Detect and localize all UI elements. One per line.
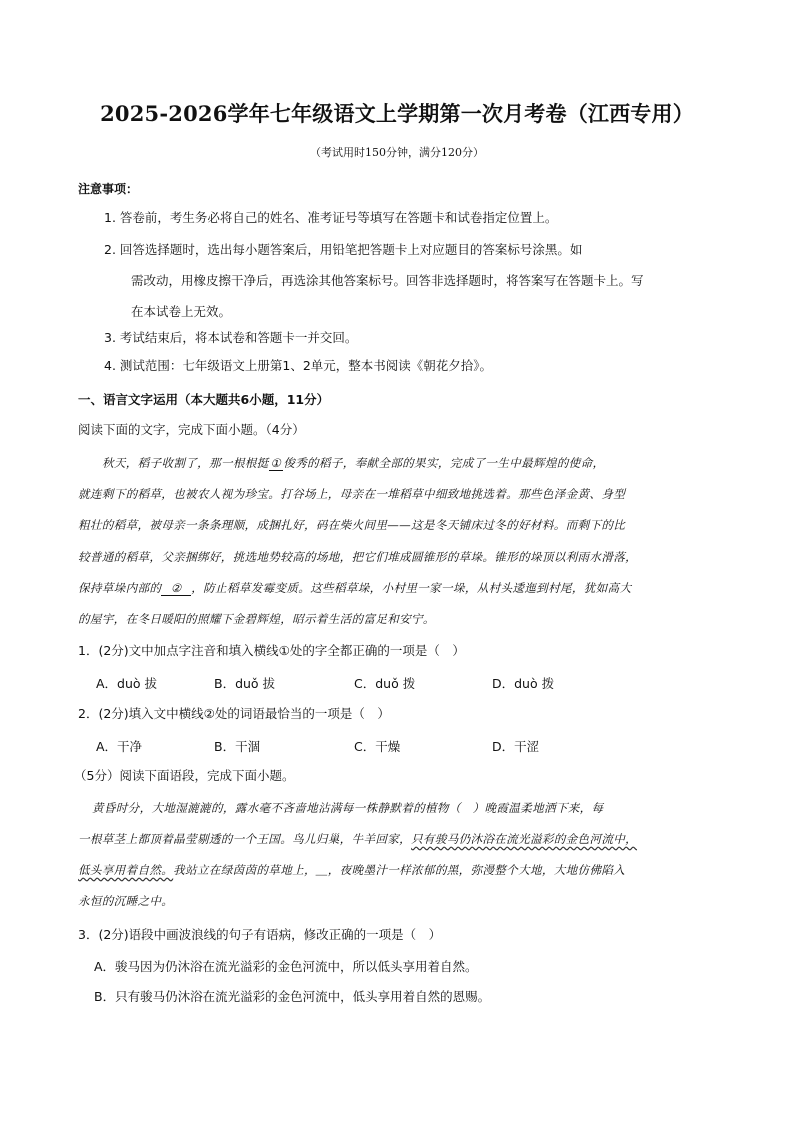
passage1-line-1 bbox=[102, 455, 604, 471]
section-heading: 一、语言文字运用（本大题共6小题，11分） bbox=[78, 392, 330, 407]
wavy-underlined-sentence-end: 低头享用着自然。 bbox=[78, 863, 174, 877]
question-2-option-d[interactable]: D．干涩 bbox=[492, 739, 540, 754]
passage1-line-2: 就连剩下的稻草，也被农人视为珍宝。打谷场上，母亲在一堆稻草中细致地挑选着。那些色泽金黄、身型 bbox=[78, 487, 626, 501]
passage2-line-3 bbox=[78, 862, 625, 878]
blank-2: ② bbox=[161, 581, 191, 596]
passage2-line-1: 黄昏时分，大地湿漉漉的，露水毫不吝啬地沾满每一株静默着的植物（ ）晚霞温柔地洒下来，每 bbox=[92, 801, 604, 815]
question-2-stem: 2．(2分)填入文中横线②处的词语最恰当的一项是（ ） bbox=[78, 706, 390, 721]
passage2-text: 我站立在绿茵茵的草地上，＿，夜晚墨汁一样浓郁的黑，弥漫整个大地，大地仿佛陷入 bbox=[173, 863, 626, 877]
notice-item-3: 3. 考试结束后，将本试卷和答题卡一并交回。 bbox=[104, 330, 358, 345]
question-2-option-c[interactable]: C．干燥 bbox=[354, 739, 401, 754]
notice-heading: 注意事项： bbox=[78, 182, 139, 196]
exam-subtitle: （考试用时150分钟，满分120分） bbox=[310, 146, 484, 159]
passage2-text: 一根草茎上都顶着晶莹剔透的一个王国。鸟儿归巢，牛羊回家， bbox=[78, 832, 412, 846]
question-1-option-c[interactable]: C．duǒ 拨 bbox=[354, 676, 416, 691]
notice-item-2: 2. 回答选择题时，选出每小题答案后，用铅笔把答题卡上对应题目的答案标号涂黑。如 bbox=[104, 242, 583, 257]
passage1-line-3: 粗壮的稻草，被母亲一条条理顺，成捆扎好，码在柴火间里——这是冬天铺床过冬的好材料。而剩下的比 bbox=[78, 518, 626, 532]
notice-item-1: 1. 答卷前，考生务必将自己的姓名、准考证号等填写在答题卡和试卷指定位置上。 bbox=[104, 210, 558, 225]
wavy-underlined-sentence: 只有骏马仍沐浴在流光溢彩的金色河流中， bbox=[411, 832, 638, 846]
question-3-stem: 3．(2分)语段中画波浪线的句子有语病，修改正确的一项是（ ） bbox=[78, 927, 442, 942]
question-3-option-b[interactable]: B．只有骏马仍沐浴在流光溢彩的金色河流中，低头享用着自然的恩赐。 bbox=[94, 989, 491, 1004]
question-1-stem: 1．(2分)文中加点字注音和填入横线①处的字全都正确的一项是（ ） bbox=[78, 643, 465, 658]
exam-title: 2025-2026学年七年级语文上学期第一次月考卷（江西专用） bbox=[100, 101, 694, 126]
notice-item-4: 4. 测试范围：七年级语文上册第1、2单元，整本书阅读《朝花夕拾》。 bbox=[104, 358, 493, 373]
question-2-option-b[interactable]: B．干涸 bbox=[214, 739, 261, 754]
reading-intro-1: 阅读下面的文字，完成下面小题。（4分） bbox=[78, 422, 305, 437]
passage1-text: 俊秀的稻子，奉献全部的果实，完成了一生中最辉煌的使命， bbox=[283, 456, 605, 470]
passage1-text: 保持草垛内部的 bbox=[78, 581, 162, 595]
passage1-text: ，防止稻草发霉变质。这些稻草垛，小村里一家一垛，从村头逶迤到村尾，犹如高大 bbox=[191, 581, 632, 595]
blank-1: ① bbox=[270, 456, 282, 470]
passage1-line-4: 较普通的稻草，父亲捆绑好，挑选地势较高的场地，把它们堆成圆锥形的草垛。锥形的垛顶以利雨水滑落， bbox=[78, 550, 638, 564]
passage2-line-4: 永恒的沉睡之中。 bbox=[78, 894, 174, 908]
question-1-option-b[interactable]: B．duǒ 拔 bbox=[214, 676, 276, 691]
reading-intro-2: （5分）阅读下面语段，完成下面小题。 bbox=[74, 768, 295, 783]
question-3-option-a[interactable]: A．骏马因为仍沐浴在流光溢彩的金色河流中，所以低头享用着自然。 bbox=[94, 959, 478, 974]
passage2-line-2 bbox=[78, 831, 637, 847]
passage1-line-5 bbox=[78, 580, 631, 596]
notice-item-2-cont: 需改动，用橡皮擦干净后，再选涂其他答案标号。回答非选择题时，将答案写在答题卡上。写 bbox=[131, 273, 644, 288]
passage1-text: 秋天，稻子收割了，那一根根挺 bbox=[102, 456, 269, 470]
passage1-line-6: 的屋宇，在冬日暖阳的照耀下金碧辉煌，昭示着生活的富足和安宁。 bbox=[78, 612, 435, 626]
question-1-option-a[interactable]: A．duò 拔 bbox=[96, 676, 158, 691]
question-2-option-a[interactable]: A．干净 bbox=[96, 739, 143, 754]
question-1-option-d[interactable]: D．duò 拨 bbox=[492, 676, 555, 691]
notice-item-2-end: 在本试卷上无效。 bbox=[131, 304, 232, 319]
